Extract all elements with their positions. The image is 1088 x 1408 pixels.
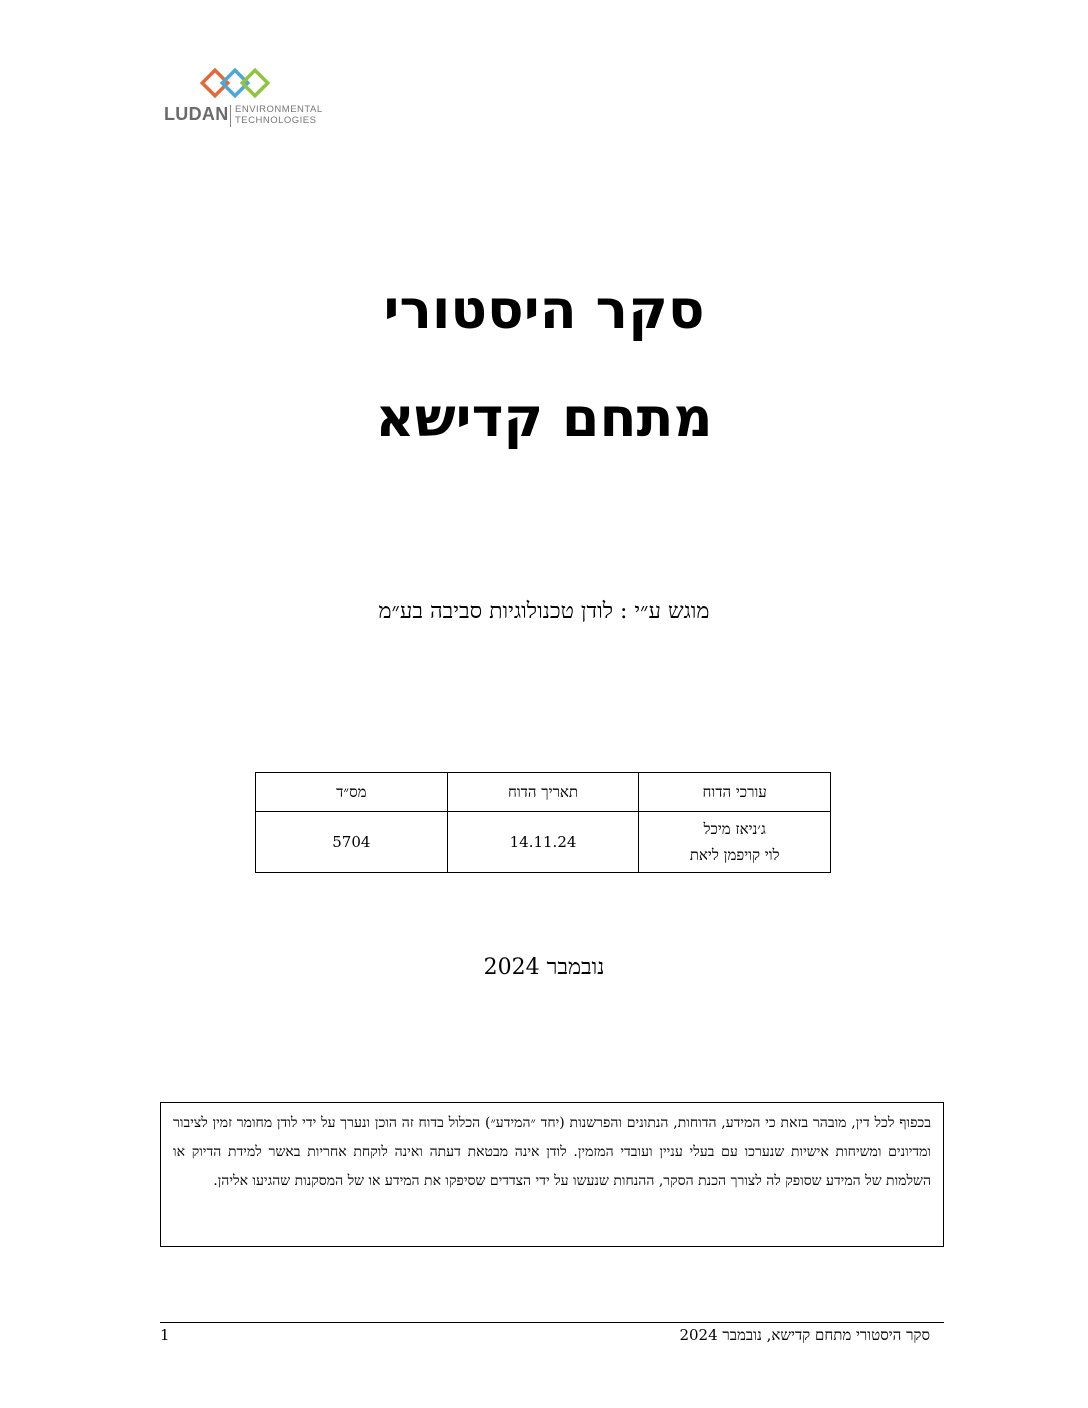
author-name: ג׳ניאז מיכל — [703, 820, 766, 838]
disclaimer-box: בכפוף לכל דין, מובהר בזאת כי המידע, הדוחות, הנתונים והפרשנות (יחד ״המידע״) הכלול בדוח זה הוכן ונערך על ידי לודן מחומר זמין לציבור ומדיונים ומשיחות אישיות שנערכו עם בעלי עניין ועובדי המזמין. לודן אינה מבטאת דעתה ואינה לוקחת אחריות באשר למידת הדיוק או השלמות של המידע שסופק לה לצורך הכנת הסקר, ההנחות שנעשו על ידי הצדדים שסיפקו את המידע או של המסקנות שהגיעו אליהן. — [160, 1102, 944, 1247]
table-header-row — [256, 773, 831, 812]
footer-title: סקר היסטורי מתחם קדישא, נובמבר 2024 — [679, 1326, 930, 1344]
report-month: נובמבר 2024 — [483, 955, 605, 980]
logo-subtitle-line2: TECHNOLOGIES — [235, 115, 317, 126]
logo-wordmark: LUDAN — [164, 104, 229, 124]
page-number: 1 — [160, 1326, 170, 1344]
report-title-line2: מתחם קדישא — [375, 386, 713, 449]
presented-by: מוגש ע״י : לודן טכנולוגיות סביבה בע״מ — [378, 599, 710, 624]
cell-serial: 5704 — [256, 812, 448, 873]
header-serial: מס״ד — [256, 773, 448, 812]
logo-diamonds-icon — [200, 66, 270, 102]
header-authors: עורכי הדוח — [639, 773, 831, 812]
report-title-line1: סקר היסטורי — [383, 278, 705, 341]
cell-report-date: 14.11.24 — [447, 812, 639, 873]
header-report-date: תאריך הדוח — [447, 773, 639, 812]
logo-divider — [230, 105, 231, 127]
author-name: לוי קויפמן ליאת — [689, 846, 780, 864]
report-info-table — [255, 772, 831, 873]
table-row — [256, 812, 831, 873]
logo-subtitle-line1: ENVIRONMENTAL — [235, 104, 323, 115]
footer-divider — [160, 1322, 944, 1323]
company-logo — [164, 66, 334, 128]
cell-authors — [639, 812, 831, 873]
logo-subtitle — [235, 104, 323, 126]
